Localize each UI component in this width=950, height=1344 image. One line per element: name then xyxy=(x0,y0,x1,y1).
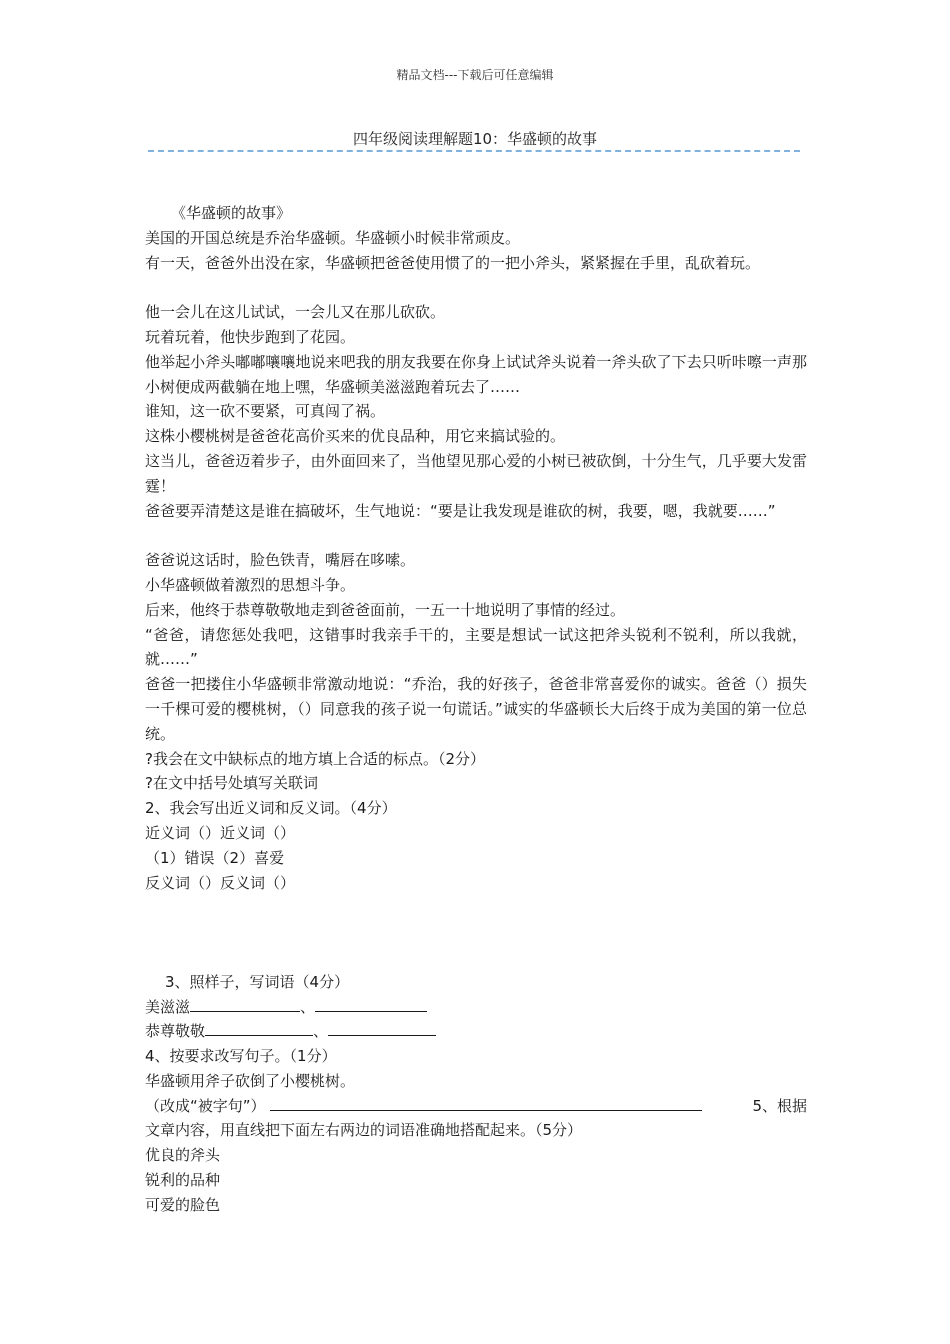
paragraph: 他一会儿在这儿试试，一会儿又在那儿砍砍。 xyxy=(145,303,446,322)
question-4: 4、按要求改写句子。（1分） xyxy=(145,1047,337,1066)
word-list: （1）错误（2）喜爱 xyxy=(145,848,285,867)
example-line-2 xyxy=(145,1019,807,1044)
spacer xyxy=(145,895,807,969)
answer-blank[interactable] xyxy=(328,1019,436,1036)
paragraph: 这当儿，爸爸迈着步子，由外面回来了，当他望见那心爱的小树已被砍倒，十分生气，几乎要大发雷霆！ xyxy=(145,451,807,495)
question-4-sentence: 华盛顿用斧子砍倒了小樱桃树。 xyxy=(145,1071,356,1090)
paragraph: 美国的开国总统是乔治华盛顿。华盛顿小时候非常顽皮。 xyxy=(145,228,521,247)
synonym-line: 近义词（）近义词（） xyxy=(145,823,296,842)
title-divider xyxy=(148,150,800,152)
question-1a: ?我会在文中缺标点的地方填上合适的标点。（2分） xyxy=(145,749,486,768)
example-line-1 xyxy=(145,995,807,1020)
story-heading: 《华盛顿的故事》 xyxy=(171,204,292,222)
match-item: 可爱的脸色 xyxy=(145,1195,221,1214)
match-item: 锐利的品种 xyxy=(145,1171,221,1190)
paragraph: 小华盛顿做着激烈的思想斗争。 xyxy=(145,575,356,594)
answer-blank[interactable] xyxy=(270,1094,702,1111)
document-body xyxy=(145,201,807,1218)
example-word: 美滋滋 xyxy=(145,997,191,1016)
document-title: 四年级阅读理解题10：华盛顿的故事 xyxy=(352,130,598,148)
separator: 、 xyxy=(313,1022,329,1041)
page-header: 精品文档---下载后可任意编辑 xyxy=(396,68,554,82)
paragraph: 玩着玩着，他快步跑到了花园。 xyxy=(145,327,356,346)
answer-blank[interactable] xyxy=(205,1019,313,1036)
paragraph: “爸爸，请您惩处我吧，这错事时我亲手干的，主要是想试一试这把斧头锐利不锐利，所以我就，就……” xyxy=(145,625,807,669)
paragraph: 爸爸要弄清楚这是谁在搞破坏，生气地说：“要是让我发现是谁砍的树，我要，嗯，我就要……” xyxy=(145,501,776,520)
match-item: 优良的斧头 xyxy=(145,1146,221,1165)
paragraph: 有一天，爸爸外出没在家，华盛顿把爸爸使用惯了的一把小斧头，紧紧握在手里，乱砍着玩。 xyxy=(145,253,761,272)
question-2: 2、我会写出近义词和反义词。（4分） xyxy=(145,799,397,818)
antonym-line: 反义词（）反义词（） xyxy=(145,873,296,892)
separator: 、 xyxy=(300,997,316,1016)
question-1b: ?在文中括号处填写关联词 xyxy=(145,774,318,793)
example-word: 恭尊敬敬 xyxy=(145,1022,206,1041)
question-4-answer-line xyxy=(145,1094,807,1119)
answer-blank[interactable] xyxy=(315,995,427,1012)
instruction: （改成“被字句”） xyxy=(145,1096,266,1115)
question-3: 3、照样子，写词语（4分） xyxy=(165,972,350,991)
question-5: 文章内容，用直线把下面左右两边的词语准确地搭配起来。（5分） xyxy=(145,1121,583,1140)
paragraph: 这株小樱桃树是爸爸花高价买来的优良品种，用它来搞试验的。 xyxy=(145,427,566,446)
paragraph: 谁知，这一砍不要紧，可真闯了祸。 xyxy=(145,402,386,421)
paragraph: 后来，他终于恭尊敬敬地走到爸爸面前，一五一十地说明了事情的经过。 xyxy=(145,600,626,619)
paragraph: 爸爸说这话时，脸色铁青，嘴唇在哆嗦。 xyxy=(145,551,416,570)
paragraph: 他举起小斧头嘟嘟嚷嚷地说来吧我的朋友我要在你身上试试斧头说着一斧头砍了下去只听咔嚓一声那小树便成两截躺在地上嘿，华盛顿美滋滋跑着玩去了…… xyxy=(145,352,807,396)
paragraph: 爸爸一把搂住小华盛顿非常激动地说：“乔治，我的好孩子，爸爸非常喜爱你的诚实。爸爸（）损失一千棵可爱的樱桃树，（）同意我的孩子说一句谎话。”诚实的华盛顿长大后终于成为美国的第一位总统。 xyxy=(145,675,807,743)
question-5-start: 5、根据 xyxy=(752,1096,807,1115)
answer-blank[interactable] xyxy=(190,995,300,1012)
